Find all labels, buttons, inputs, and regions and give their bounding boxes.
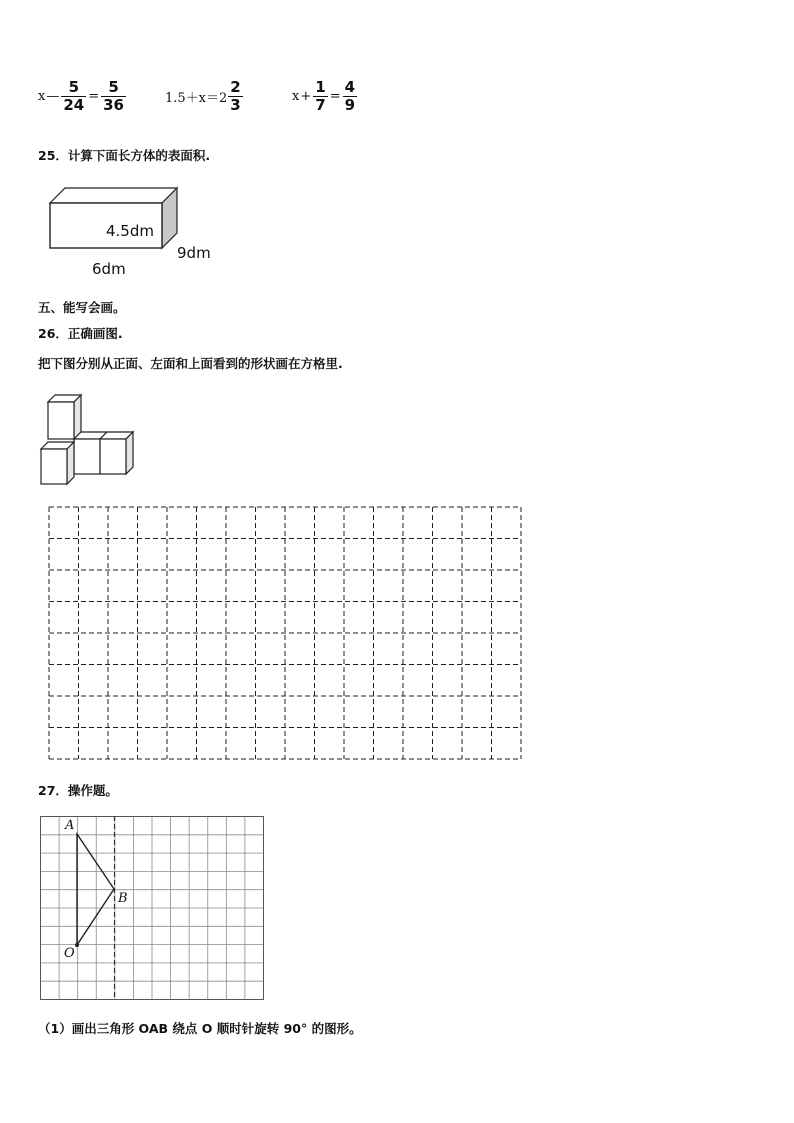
cube-top-front xyxy=(48,402,74,439)
eq1-var: x xyxy=(38,88,46,104)
eq1-fraction-2: $\frac{5}{36}$ xyxy=(103,77,124,114)
eq3-var: x xyxy=(292,88,300,104)
cube-right-front xyxy=(100,439,126,474)
point-o-dot xyxy=(75,943,79,947)
cube-right-side xyxy=(126,432,133,474)
cube-stack-figure xyxy=(36,392,140,488)
eq3-fraction-1: $\frac{1}{7}$ xyxy=(315,77,326,114)
q26-instruction: 把下图分别从正面、左面和上面看到的形状画在方格里. xyxy=(38,356,343,371)
point-b-label: B xyxy=(118,891,128,906)
cuboid-depth-label: 9dm xyxy=(177,244,211,262)
cuboid-length-label: 6dm xyxy=(92,260,126,278)
eq1-minus: — xyxy=(46,88,60,104)
eq2-lhs: 1.5＋x＝2 xyxy=(165,90,228,106)
cuboid-height-label: 4.5dm xyxy=(106,222,154,240)
q26-title: 26．正确画图. xyxy=(38,326,123,341)
rotation-grid-figure xyxy=(40,816,266,1002)
q27-title: 27．操作题。 xyxy=(38,783,118,798)
eq3-fraction-2: $\frac{4}{9}$ xyxy=(344,77,356,114)
eq1-fraction-1: $\frac{5}{24}$ xyxy=(63,77,85,114)
cube-front-side xyxy=(67,442,74,484)
eq2-fraction: $\frac{2}{3}$ xyxy=(230,77,241,114)
drawing-grid[interactable] xyxy=(48,506,522,762)
eq3-equals: = xyxy=(329,88,341,104)
equation-1 xyxy=(38,76,127,116)
equation-2 xyxy=(165,76,244,116)
cube-front-front xyxy=(41,449,67,484)
q27-sub1: （1）画出三角形 OAB 绕点 O 顺时针旋转 90° 的图形。 xyxy=(38,1021,362,1036)
cuboid-figure xyxy=(44,184,184,252)
eq1-equals: = xyxy=(88,88,100,104)
q25-title: 25．计算下面长方体的表面积. xyxy=(38,148,211,163)
cuboid-top-face xyxy=(50,188,177,203)
equation-3 xyxy=(292,76,358,116)
section5-title: 五、能写会画。 xyxy=(38,300,126,315)
point-a-label: A xyxy=(65,818,75,833)
eq3-plus: + xyxy=(300,88,312,104)
point-o-label: O xyxy=(64,946,75,961)
cube-mid-front xyxy=(74,439,100,474)
